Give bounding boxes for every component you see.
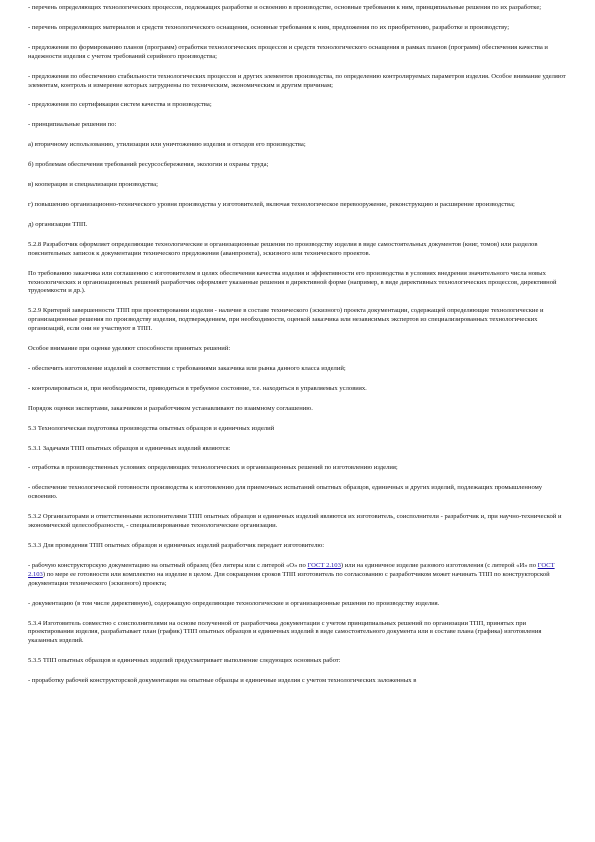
paragraph: г) повышению организационно-технического уровня производства у изготовителей, включая технологическое перевооружение, реконструкцию и расширение производства;: [28, 200, 515, 208]
text-span: ) по мере ее готовности или комплектно на изделие в целом. Для сокращения сроков ТПП изготовитель по согласованию с разработчиком может начинать ТПП по конструкторской документации технического (эскизного) проекта;: [28, 570, 550, 587]
paragraph-with-links: [28, 562, 569, 589]
paragraph: - предложения по формированию планов (программ) отработки технологических процессов и средств технологического оснащения в рамках планов (программ) обеспечения качества и надежности изделия с учетом требований серийного производства;: [28, 43, 548, 60]
paragraph: - перечень определяющих технологических процессов, подлежащих разработке и освоению в производстве, основные требования к ним, принципиальные решения по их разработке;: [28, 4, 542, 11]
paragraph: По требованию заказчика или соглашению с изготовителем в целях обеспечения качества изделия и эффективности его производства в условиях внедрения значительного числа новых технологических и организационных решений разработчик оформляет указанные решения в директивной форме (например, в виде директивных технологических процессов, директивной трудоемкости и др.).: [28, 269, 557, 295]
paragraph: - проработку рабочей конструкторской документации на опытные образцы и единичные изделия с учетом технологических заложенных в: [28, 677, 417, 685]
paragraph: 5.3.1 Задачами ТПП опытных образцов и единичных изделий являются:: [28, 444, 231, 452]
paragraph: - предложения по обеспечению стабильности технологических процессов и других элементов производства, по определению контролируемых параметров изделия. Особое внимание уделяют элементам, контроль и измерение которых затруднены по техническим, экономическим и другим причинам;: [28, 72, 566, 89]
paragraph: 5.2.8 Разработчик оформляет определяющие технологические и организационные решения по производству изделия в виде самостоятельных документов (книг, томов) или разделов пояснительных записок к документации технического предложения (аванпроекта), эскизного или технического проектов.: [28, 240, 538, 257]
paragraph: Особое внимание при оценке уделяют способности принятых решений:: [28, 345, 231, 353]
paragraph: - обеспечить изготовление изделий в соответствии с требованиями заказчика или рынка данного класса изделий;: [28, 364, 346, 372]
paragraph: 5.3.4 Изготовитель совместно с соисполнителями на основе полученной от разработчика документации с учетом принципиальных решений по организации ТПП, принятых при проектировании изделия, разрабатывает план (график) ТПП опытных образцов и единичных изделий в виде самостоятельного документа или в составе плана (графика) изготовления указанных изделий.: [28, 619, 542, 645]
paragraph: - обеспечение технологической готовности производства к изготовлению для приемочных испытаний опытных образцов, единичных и других изделий, подлежащих промышленному освоению.: [28, 484, 543, 501]
paragraph: - предложения по сертификации систем качества и производства;: [28, 101, 212, 109]
document-body: [28, 4, 569, 697]
paragraph: Порядок оценки экспертами, заказчиком и разработчиком устанавливают по взаимному соглашению.: [28, 404, 313, 412]
paragraph: - принципиальные решения по:: [28, 121, 117, 129]
gost-link[interactable]: ГОСТ 2.103: [28, 561, 555, 578]
paragraph: - отработка в производственных условиях определяющих технологических и организационных решений по изготовлению изделия;: [28, 464, 398, 472]
paragraph: 5.3.2 Организаторами и ответственными исполнителями ТПП опытных образцов и единичных изделий являются их изготовитель, соисполнители - разработчик и, при научно-технической и экономической целесообразности, - специализированные технологические организации.: [28, 513, 562, 530]
paragraph: а) вторичному использованию, утилизации или уничтожению изделия и отходов его производства;: [28, 141, 306, 149]
paragraph: - документацию (в том числе директивную), содержащую определяющие технологические и организационные решения по производству изделия.: [28, 599, 440, 607]
paragraph: д) организации ТПП.: [28, 220, 88, 228]
text-span: - рабочую конструкторскую документацию на опытный образец (без литеры или с литерой «О» по: [28, 561, 308, 569]
paragraph: 5.2.9 Критерий завершенности ТПП при проектировании изделия - наличие в составе технического (эскизного) проекта документации, содержащей определяющие технологические и организационные решения по производству изделия, подтверждением, при необходимости, оценкой заказчика или независимых экспертов из специализированных технологических организаций, если они не участвуют в ТПП.: [28, 307, 544, 333]
text-span: ) или на единичное изделие разового изготовления (с литерой «И» по: [340, 561, 538, 569]
paragraph: 5.3.3 Для проведения ТПП опытных образцов и единичных изделий разработчик передает изготовителю:: [28, 542, 325, 549]
paragraph: в) кооперации и специализации производства;: [28, 181, 158, 189]
gost-link[interactable]: ГОСТ 2.103: [307, 561, 341, 569]
section-heading: 5.3 Технологическая подготовка производства опытных образцов и единичных изделий: [28, 424, 275, 432]
paragraph: - контролироваться и, при необходимости, приводиться в требуемое состояние, т.е. находиться в управляемых условиях.: [28, 384, 367, 392]
paragraph: б) проблемам обеспечения требований ресурсосбережения, экологии и охраны труда;: [28, 161, 269, 169]
paragraph: 5.3.5 ТПП опытных образцов и единичных изделий предусматривает выполнение следующих основных работ:: [28, 657, 341, 665]
paragraph: - перечень определяющих материалов и средств технологического оснащения, основные требования к ним, предложения по их приобретению, разработке и производству;: [28, 23, 510, 31]
